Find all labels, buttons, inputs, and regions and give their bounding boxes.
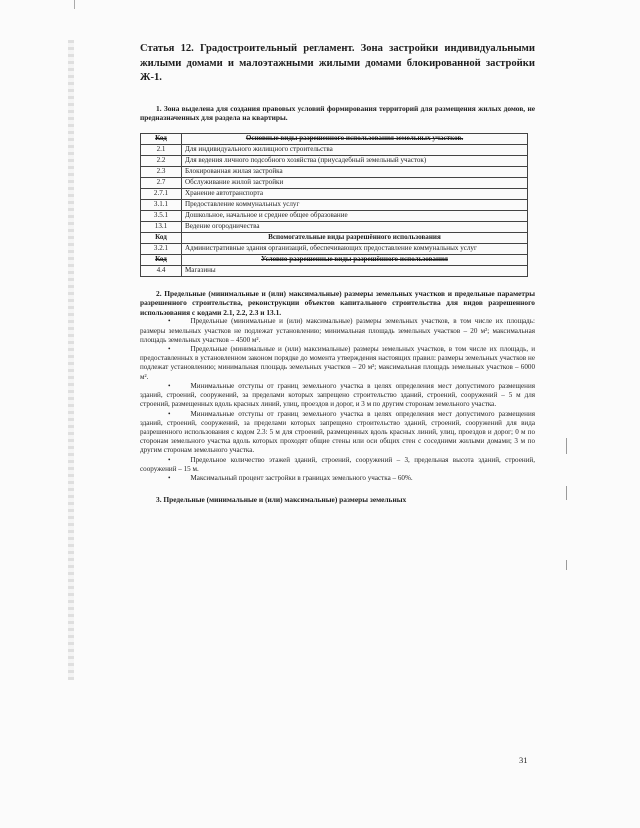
use-description-cell: Административные здания организаций, обеспечивающих предоставление коммунальных услуг <box>182 243 528 254</box>
table-header-row <box>141 254 528 265</box>
table-row <box>141 243 528 254</box>
document-page <box>140 42 535 505</box>
land-use-table-body <box>141 133 528 276</box>
use-description-cell: Блокированная жилая застройка <box>182 166 528 177</box>
scan-mark <box>566 560 567 570</box>
bullet-symbol: • <box>168 345 171 354</box>
header-title-cell: Основные виды разрешенного использования земельных участков. <box>182 133 528 144</box>
use-code-cell: 2.3 <box>141 166 182 177</box>
use-description-cell: Хранение автотранспорта <box>182 188 528 199</box>
use-code-cell: 2.2 <box>141 155 182 166</box>
header-code-cell: Код <box>141 232 182 243</box>
bullet-list <box>140 317 535 483</box>
use-description-cell: Для индивидуального жилищного строительства <box>182 144 528 155</box>
bullet-paragraph <box>140 474 535 483</box>
use-code-cell: 3.2.1 <box>141 243 182 254</box>
section-3-heading: 3. Предельные (минимальные и (или) максимальные) размеры земельных <box>156 495 407 505</box>
use-description-cell: Для ведения личного подсобного хозяйства (приусадебный земельный участок) <box>182 155 528 166</box>
scan-mark <box>74 0 75 9</box>
section-2-heading: 2. Предельные (минимальные и (или) максимальные) размеры земельных участков и предельные параметры разрешенного строительства, реконструкции объектов капитального строительства для видов разрешенного использования с кодами 2.1, 2.2, 2.3 и 13.1. <box>140 288 535 317</box>
table-row <box>141 221 528 232</box>
table-row <box>141 177 528 188</box>
use-code-cell: 3.5.1 <box>141 210 182 221</box>
land-use-table <box>140 133 528 277</box>
table-header-row <box>141 232 528 243</box>
scan-mark <box>566 486 567 500</box>
table-row <box>141 199 528 210</box>
bullet-paragraph <box>140 345 535 382</box>
section-1-heading: 1. Зона выделена для создания правовых условий формирования территорий для размещения жилых домов, не предназначенных для раздела на квартиры. <box>140 103 535 123</box>
article-title: Статья 12. Градостроительный регламент. Зона застройки индивидуальными жилыми домами и малоэтажными жилыми домами блокированной застройки Ж-1. <box>140 43 535 83</box>
use-code-cell: 2.7.1 <box>141 188 182 199</box>
use-code-cell: 3.1.1 <box>141 199 182 210</box>
bullet-symbol: • <box>168 409 171 418</box>
use-description-cell: Предоставление коммунальных услуг <box>182 199 528 210</box>
bullet-text: Минимальные отступы от границ земельного участка в целях определения мест допустимого размещения зданий, строений, сооружений, за пределами которых запрещено строительство зданий, строений, сооружений для вида разрешенного использования с кодом 2.3: 5 м для строений, размещенных вдоль красных линий, улиц, проездов и дорог; 0 м по сторонам земельного участка вдоль которых проходят общие стены или оси общих стен с соседними жилыми домами; 3 м по другим сторонам земельного участка. <box>140 409 535 455</box>
header-title-cell: Вспомогательные виды разрешённого использования <box>182 232 528 243</box>
use-code-cell: 4.4 <box>141 265 182 276</box>
bullet-text: Предельное количество этажей зданий, строений, сооружений – 3, предельная высота зданий, строений, сооружений – 15 м. <box>140 455 535 473</box>
use-code-cell: 2.1 <box>141 144 182 155</box>
bullet-text: Предельные (минимальные и (или) максимальные) размеры земельных участков, в том числе их площадь, и предоставленных в установленном законом порядке до момента утверждения настоящих правил: размеры земельных участков не подлежат установлению; минимальная площадь земельных участков – 20 м²; максимальная площадь земельных участков – 6000 м². <box>140 345 535 381</box>
table-row <box>141 166 528 177</box>
use-code-cell: 2.7 <box>141 177 182 188</box>
table-row <box>141 155 528 166</box>
header-title-cell: Условно разрешенные виды разрешённого использования <box>182 254 528 265</box>
bullet-paragraph <box>140 382 535 410</box>
bullet-paragraph <box>140 410 535 456</box>
scan-binding-edge <box>68 40 74 680</box>
bullet-symbol: • <box>168 381 171 390</box>
bullet-symbol: • <box>168 317 171 326</box>
scan-mark <box>566 438 567 454</box>
use-description-cell: Дошкольное, начальное и среднее общее образование <box>182 210 528 221</box>
bullet-text: Максимальный процент застройки в границах земельного участка – 60%. <box>190 473 413 482</box>
use-description-cell: Ведение огородничества <box>182 221 528 232</box>
page-number: 31 <box>519 755 528 765</box>
use-code-cell: 13.1 <box>141 221 182 232</box>
header-code-cell: Код <box>141 254 182 265</box>
table-row <box>141 265 528 276</box>
use-description-cell: Обслуживание жилой застройки <box>182 177 528 188</box>
bullet-paragraph <box>140 317 535 345</box>
bullet-symbol: • <box>168 455 171 464</box>
header-code-cell: Код <box>141 133 182 144</box>
bullet-text: Предельные (минимальные и (или) максимальные) размеры земельных участков, в том числе их площадь: размеры земельных участков не подлежат установлению; минимальная площадь земельных участков – 20 м²; максимальная площадь земельных участков – 4500 м². <box>140 317 535 344</box>
table-row <box>141 210 528 221</box>
bullet-symbol: • <box>168 473 171 482</box>
bullet-text: Минимальные отступы от границ земельного участка в целях определения мест допустимого размещения зданий, строений, сооружений, за пределами которых запрещено строительство зданий, строений, сооружений – 5 м для строений, размещенных вдоль красных линий, улиц, проездов и дорог, и 3 м по другим сторонам земельного участка. <box>140 381 535 409</box>
table-header-row <box>141 133 528 144</box>
bullet-paragraph <box>140 456 535 474</box>
table-row <box>141 188 528 199</box>
table-row <box>141 144 528 155</box>
use-description-cell: Магазины <box>182 265 528 276</box>
